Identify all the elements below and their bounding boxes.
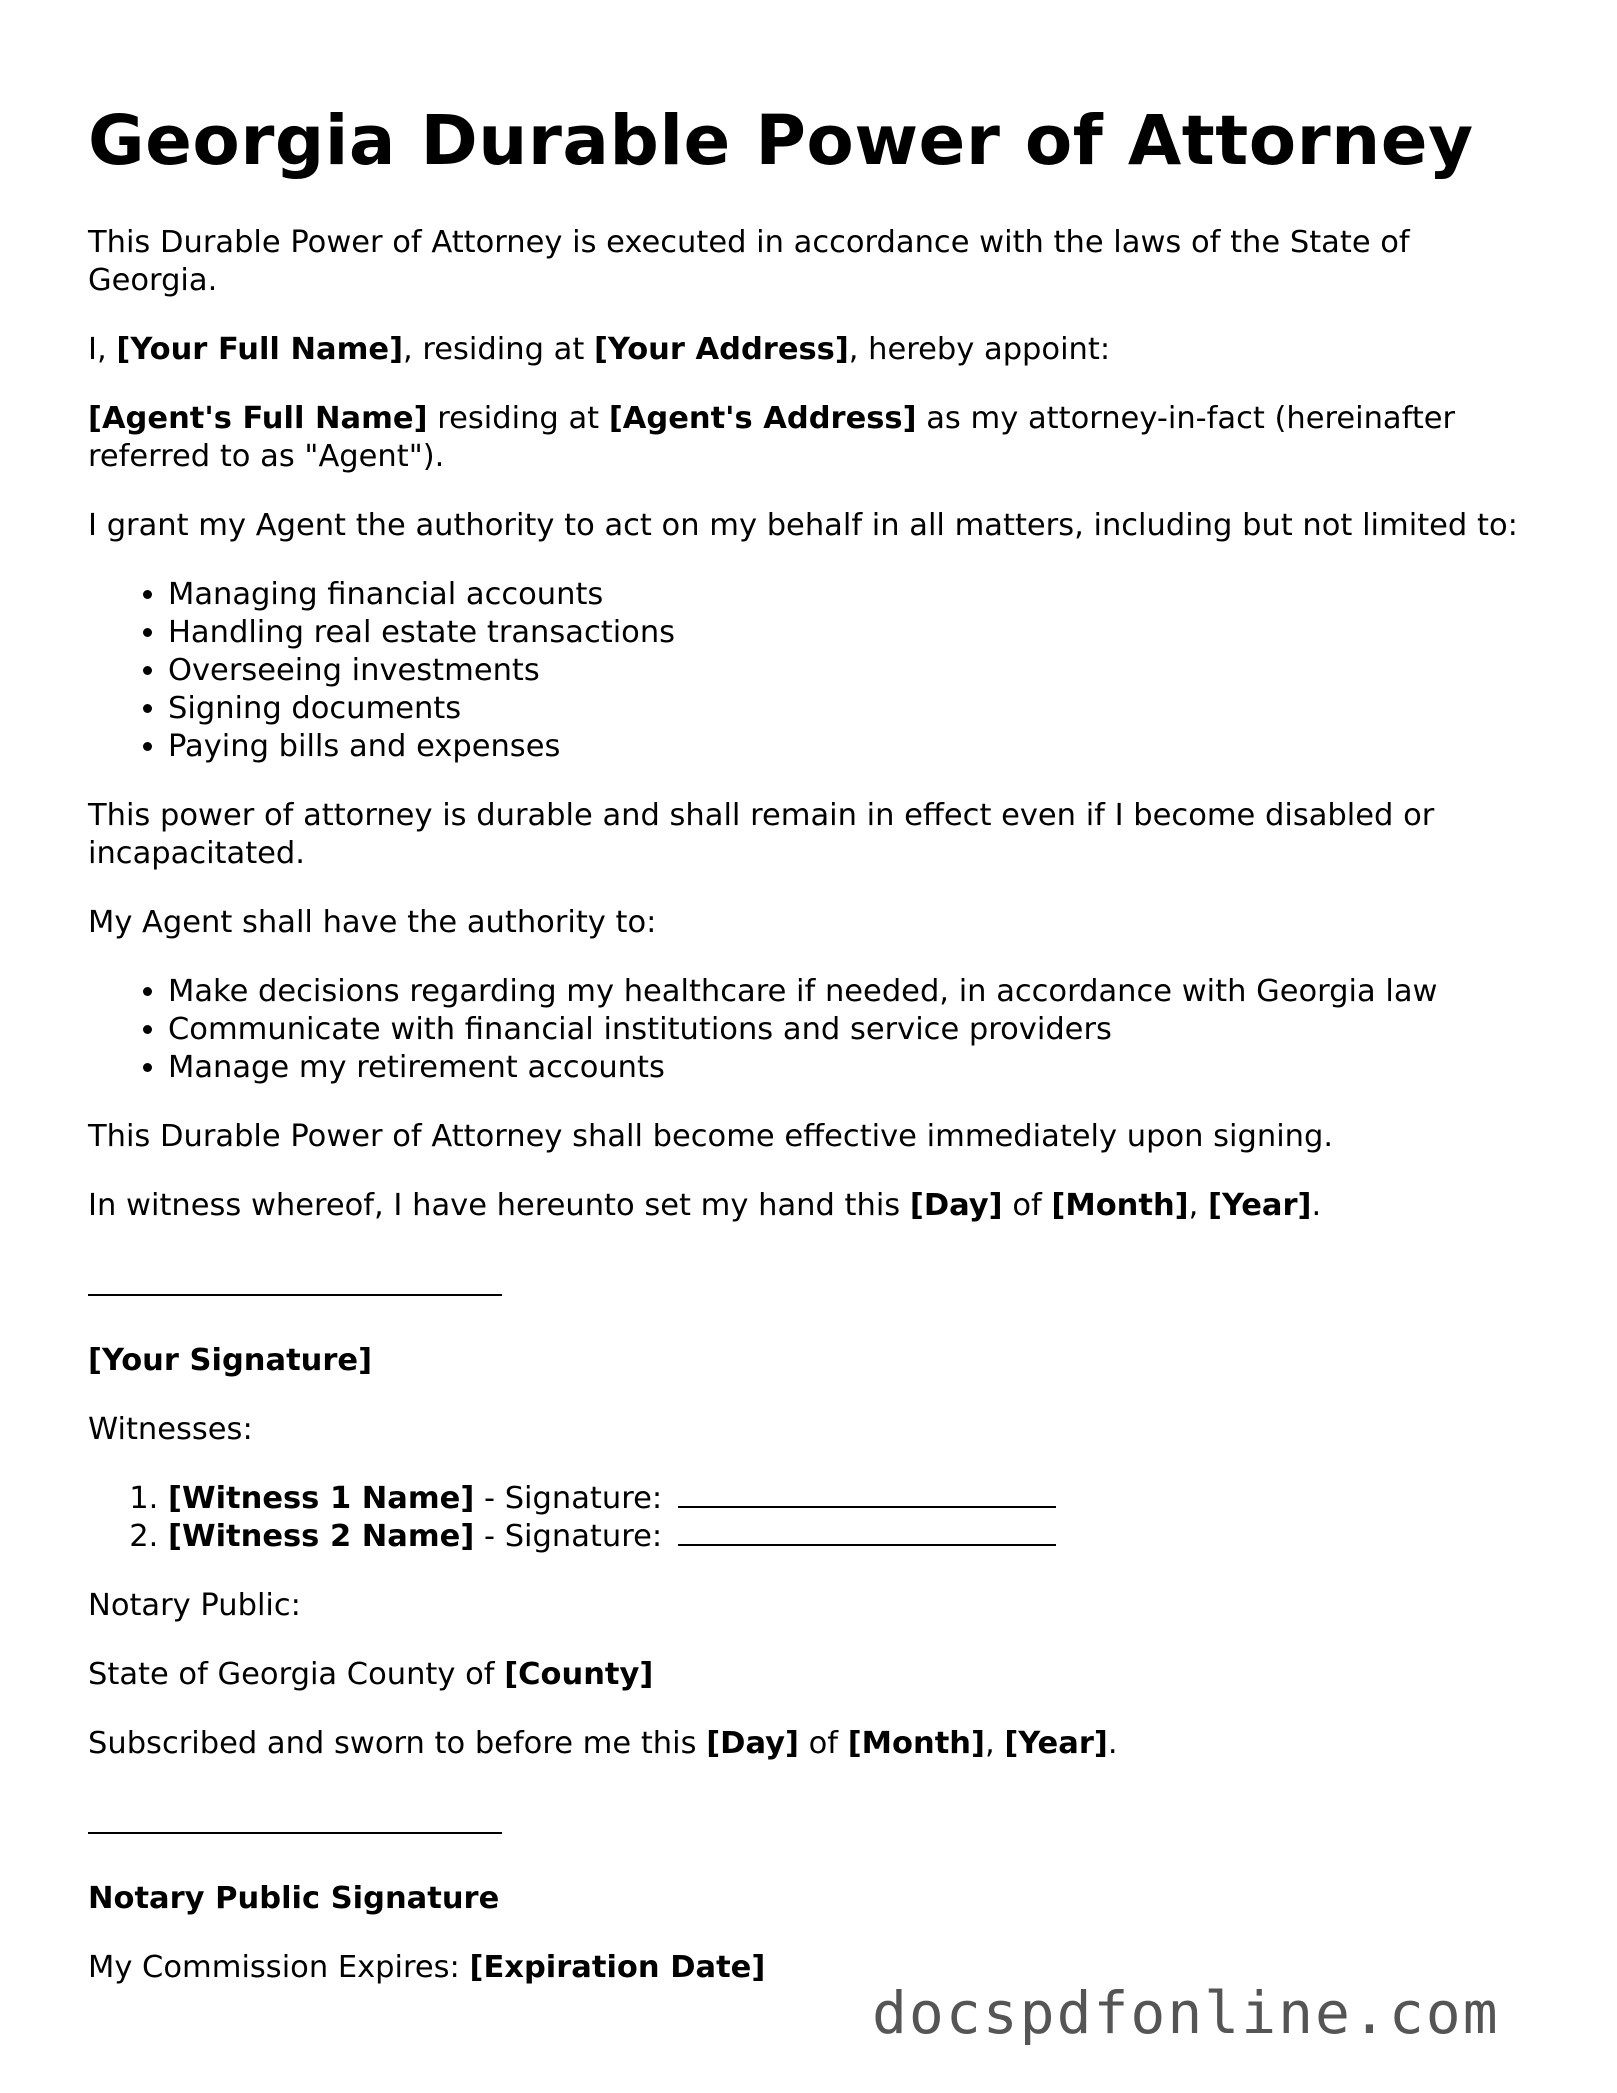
sworn-line-of: of (798, 1726, 848, 1761)
principal-name-placeholder: [Your Full Name] (116, 332, 404, 367)
notary-signature-label (88, 1880, 1528, 1918)
witness-line-comma: , (1188, 1188, 1209, 1223)
intro-paragraph: This Durable Power of Attorney is executed in accordance with the laws of the State of Georgia. (88, 225, 1410, 298)
notary-signature-line (88, 1830, 502, 1834)
witness-1-signature-label: - Signature: (474, 1481, 672, 1516)
day-placeholder: [Day] (706, 1726, 799, 1761)
appoint-pre: I, (88, 332, 117, 367)
effective-paragraph: This Durable Power of Attorney shall become effective immediately upon signing. (88, 1119, 1334, 1154)
month-placeholder: [Month] (847, 1726, 985, 1761)
list-item: • Overseeing investments (168, 652, 1528, 690)
witness-line-of: of (1002, 1188, 1052, 1223)
witness-whereof-paragraph (88, 1187, 1528, 1225)
agent-mid: residing at (427, 401, 609, 436)
list-item: • Make decisions regarding my healthcare if needed, in accordance with Georgia law (168, 973, 1528, 1011)
list-item (168, 1518, 1528, 1556)
witness-2-name-placeholder: [Witness 2 Name] (168, 1519, 475, 1554)
agent-address-placeholder: [Agent's Address] (608, 401, 917, 436)
appoint-mid: , residing at (403, 332, 594, 367)
your-signature-line (88, 1292, 502, 1296)
watermark-text: docspdfonline.com (872, 1979, 1500, 2047)
document-title: Georgia Durable Power of Attorney (88, 101, 1474, 181)
list-item: • Paying bills and expenses (168, 728, 1528, 766)
witnesses-label: Witnesses: (88, 1412, 253, 1447)
witness-2-signature-label: - Signature: (474, 1519, 672, 1554)
year-placeholder: [Year] (1004, 1726, 1108, 1761)
year-placeholder: [Year] (1208, 1188, 1312, 1223)
list-item: • Signing documents (168, 690, 1528, 728)
day-placeholder: [Day] (909, 1188, 1003, 1223)
agent-name-placeholder: [Agent's Full Name] (88, 401, 428, 436)
county-placeholder: [County] (504, 1657, 654, 1692)
your-signature-text: [Your Signature] (88, 1343, 373, 1378)
witness-1-signature-line (678, 1482, 1056, 1508)
durable-paragraph: This power of attorney is durable and shall remain in effect even if I become disabled or incapacitated. (88, 798, 1435, 871)
authority-intro: My Agent shall have the authority to: (88, 905, 657, 940)
appointment-paragraph (88, 331, 1528, 369)
county-paragraph (88, 1656, 1528, 1694)
sworn-line-comma: , (984, 1726, 1005, 1761)
list-item: • Handling real estate transactions (168, 614, 1528, 652)
authority-list (88, 973, 1528, 1087)
witness-list (88, 1480, 1528, 1556)
sworn-paragraph (88, 1725, 1528, 1763)
list-item: • Communicate with financial institutions and service providers (168, 1011, 1528, 1049)
principal-address-placeholder: [Your Address] (593, 332, 849, 367)
expiration-date-placeholder: [Expiration Date] (469, 1950, 766, 1985)
list-item (168, 1480, 1528, 1518)
document-page (88, 100, 1528, 2018)
witness-line-pre: In witness whereof, I have hereunto set my hand this (88, 1188, 910, 1223)
agent-post: as my attorney-in-fact (hereinafter referred to as "Agent"). (88, 401, 1456, 474)
witness-2-signature-line (678, 1520, 1056, 1546)
sworn-line-pre: Subscribed and sworn to before me this (88, 1726, 707, 1761)
witness-1-name-placeholder: [Witness 1 Name] (168, 1481, 475, 1516)
your-signature-label (88, 1342, 1528, 1380)
sworn-line-end: . (1107, 1726, 1118, 1761)
county-line-pre: State of Georgia County of (88, 1657, 505, 1692)
notary-signature-text: Notary Public Signature (88, 1881, 500, 1916)
notary-label: Notary Public: (88, 1588, 301, 1623)
appoint-post: , hereby appoint: (848, 332, 1111, 367)
list-item: • Managing financial accounts (168, 576, 1528, 614)
agent-paragraph (88, 400, 1528, 476)
grant-intro: I grant my Agent the authority to act on my behalf in all matters, including but not limited to: (88, 508, 1518, 543)
commission-label: My Commission Expires: (88, 1950, 470, 1985)
grant-list (88, 576, 1528, 766)
list-item: • Manage my retirement accounts (168, 1049, 1528, 1087)
month-placeholder: [Month] (1051, 1188, 1189, 1223)
witness-line-end: . (1311, 1188, 1322, 1223)
